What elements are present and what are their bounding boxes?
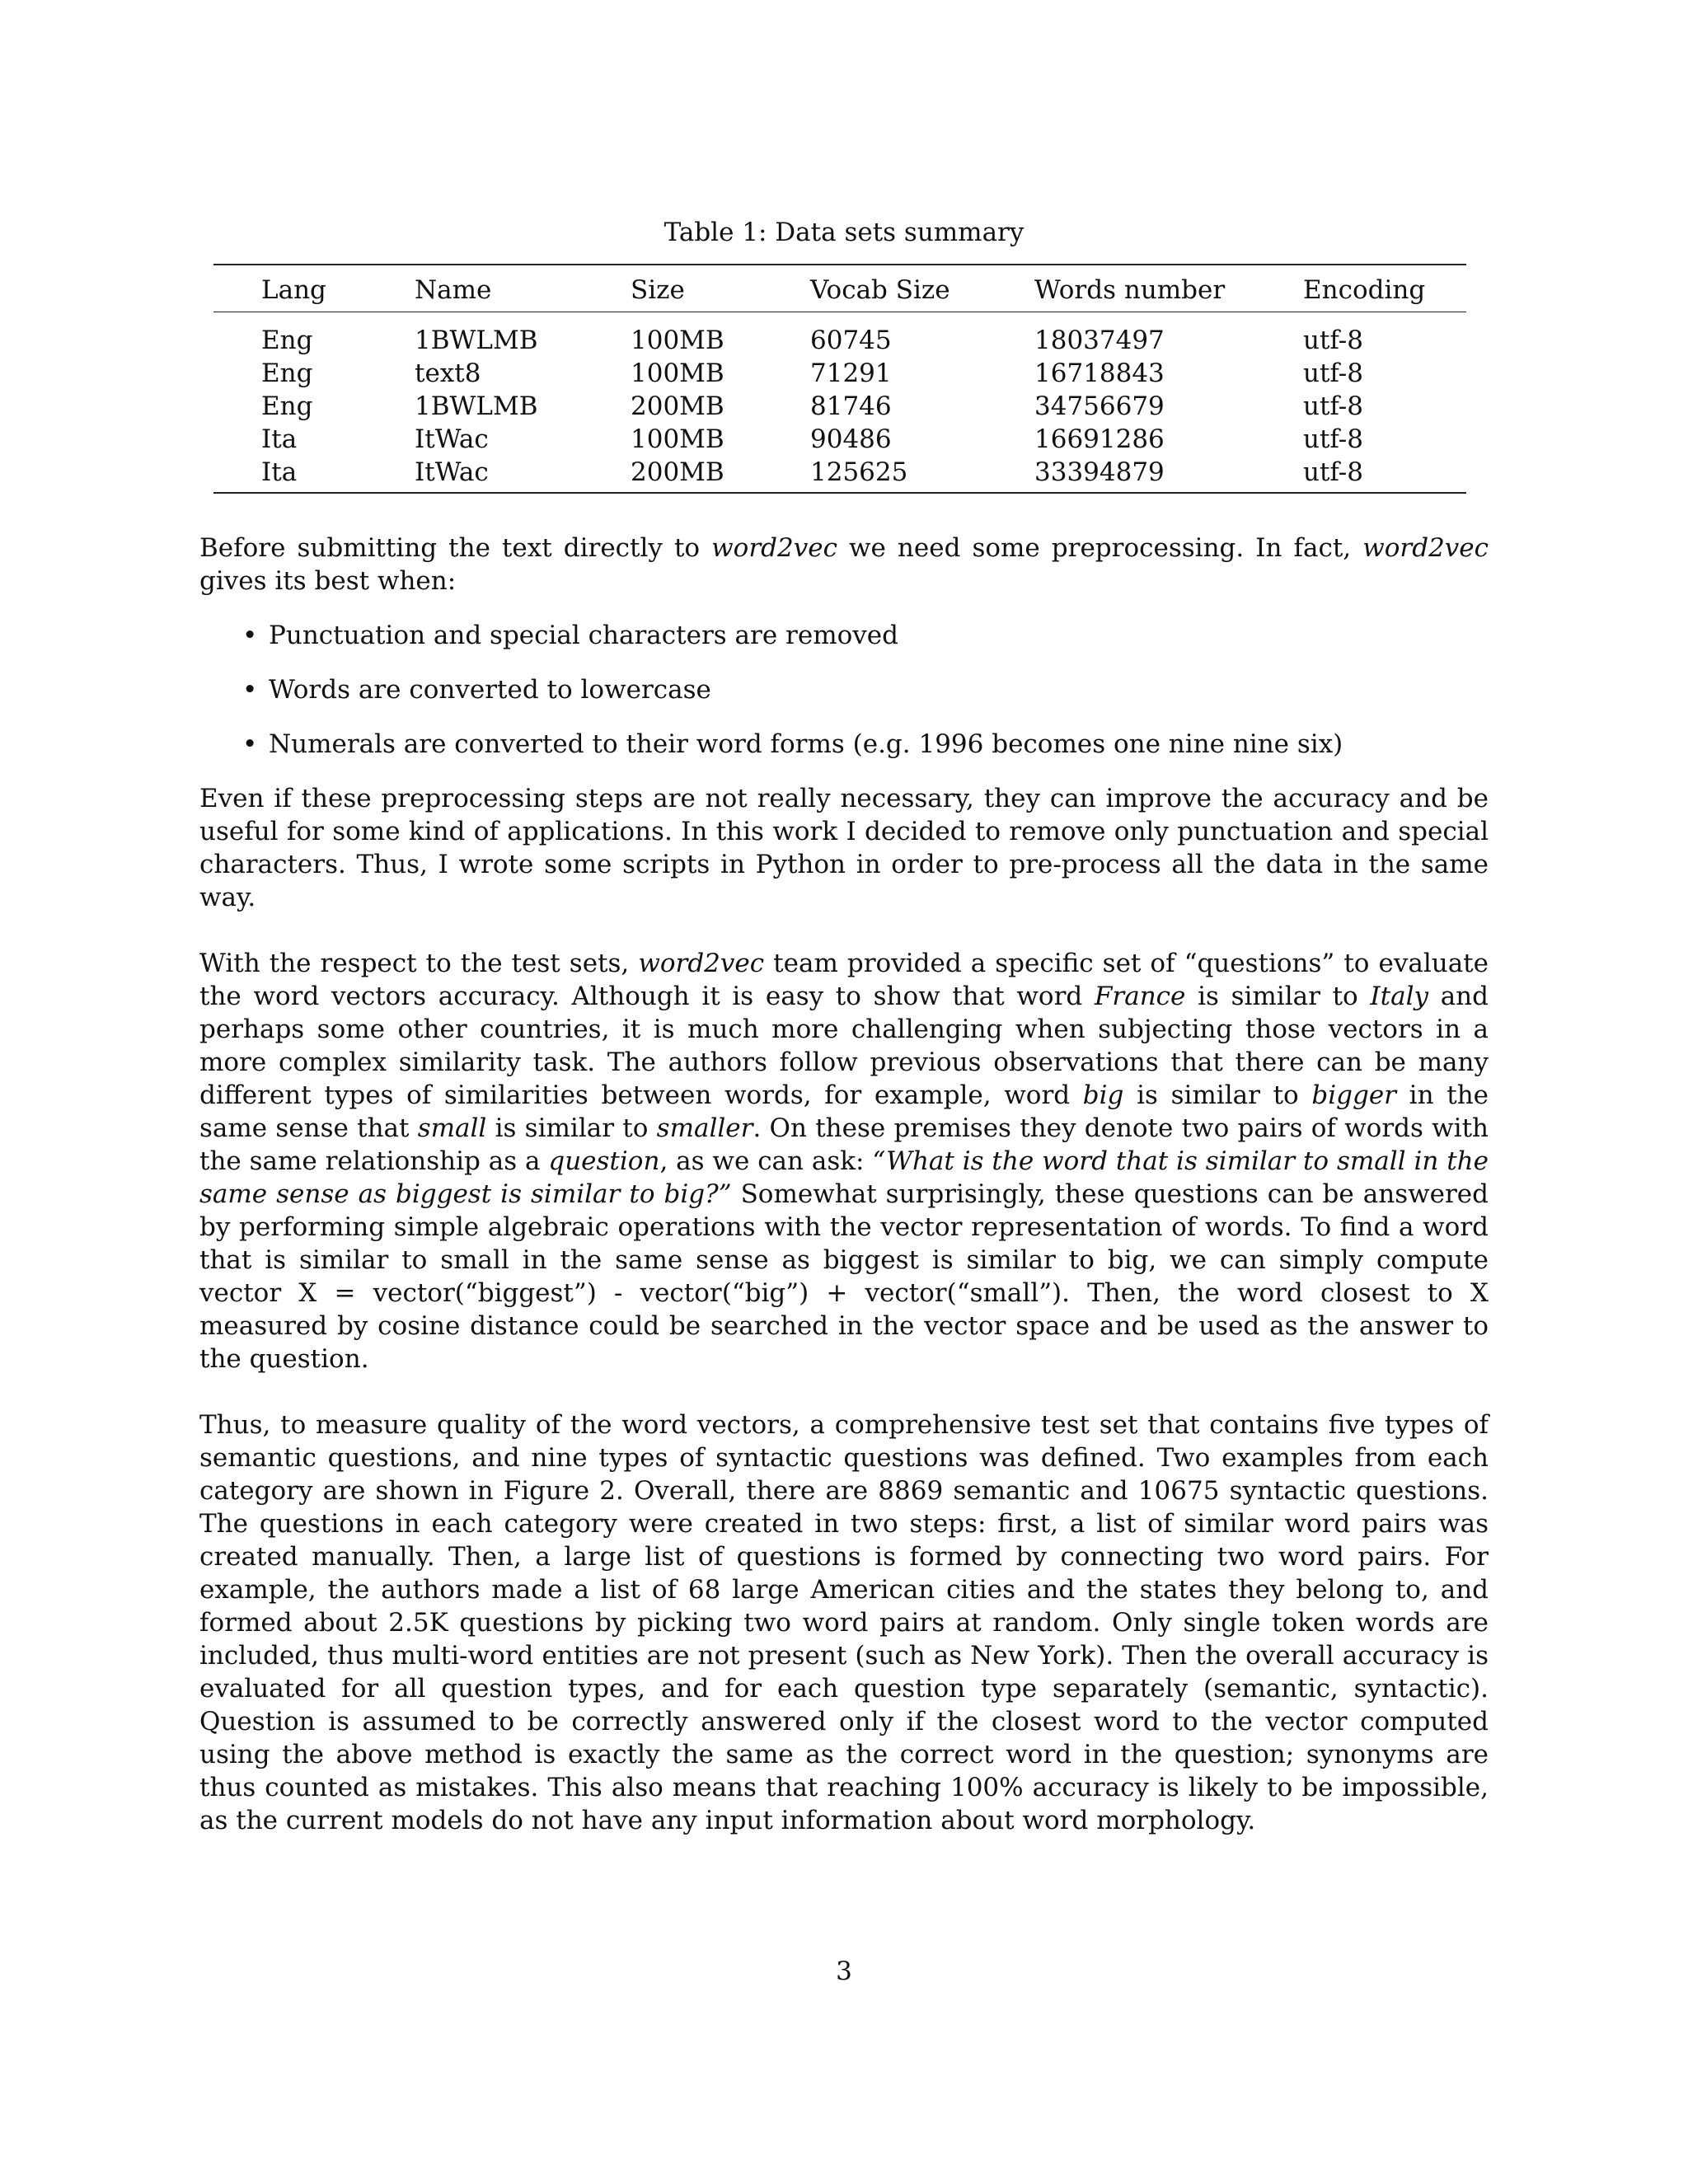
bullet-icon: • xyxy=(242,621,258,650)
cell-encoding: utf-8 xyxy=(1303,326,1363,355)
data-sets-table-wrap xyxy=(213,264,1466,494)
tests-emph-1: word2vec xyxy=(638,949,765,978)
cell-name: ItWac xyxy=(415,424,489,454)
table-row xyxy=(213,423,1466,456)
cell-name: 1BWLMB xyxy=(415,326,538,355)
intro-text-1: Before submitting the text directly to xyxy=(199,533,712,563)
cell-size: 100MB xyxy=(631,424,724,454)
list-item xyxy=(199,728,1489,761)
cell-lang: Ita xyxy=(261,457,298,487)
tests-text-5: is similar to xyxy=(1123,1080,1312,1110)
header-encoding: Encoding xyxy=(1303,275,1426,305)
page-content xyxy=(199,216,1489,1837)
tests-text-1: With the respect to the test sets, xyxy=(199,949,639,978)
tests-emph-6: small xyxy=(417,1113,487,1143)
cell-lang: Eng xyxy=(261,359,313,388)
tests-text-2: team provided a specific set of “questions” to evaluate the word vectors accuracy. Although it is easy to show that word xyxy=(199,949,1489,1011)
cell-size: 100MB xyxy=(631,326,724,355)
cell-name: 1BWLMB xyxy=(415,391,538,421)
table-caption: Table 1: Data sets summary xyxy=(663,218,1025,247)
cell-vocab-size: 71291 xyxy=(810,359,892,388)
intro-text-3: gives its best when: xyxy=(199,566,457,596)
intro-text-2: we need some preprocessing. In fact, xyxy=(837,533,1363,563)
cell-vocab-size: 60745 xyxy=(810,326,892,355)
cell-words-number: 18037497 xyxy=(1034,326,1165,355)
cell-encoding: utf-8 xyxy=(1303,359,1363,388)
header-name: Name xyxy=(415,275,492,305)
cell-words-number: 34756679 xyxy=(1034,391,1165,421)
page-number: 3 xyxy=(836,1957,852,1986)
cell-size: 100MB xyxy=(631,359,724,388)
tests-emph-7: smaller xyxy=(656,1113,753,1143)
tests-text-9: , as we can ask: xyxy=(659,1146,873,1176)
tests-emph-5: bigger xyxy=(1311,1080,1397,1110)
tests-emph-2: France xyxy=(1094,982,1186,1011)
test-sets-paragraph xyxy=(199,947,1489,1376)
cell-size: 200MB xyxy=(631,457,724,487)
tests-emph-8: question xyxy=(548,1146,660,1176)
data-sets-table xyxy=(213,264,1466,494)
header-size: Size xyxy=(631,275,685,305)
bullet-icon: • xyxy=(242,729,258,759)
intro-emph-word2vec-2: word2vec xyxy=(1362,533,1489,563)
tests-emph-3: Italy xyxy=(1370,982,1429,1011)
list-item xyxy=(199,673,1489,706)
list-item xyxy=(199,619,1489,652)
cell-name: ItWac xyxy=(415,457,489,487)
cell-words-number: 16718843 xyxy=(1034,359,1165,388)
tests-text-10: Somewhat surprisingly, these questions can be answered by performing simple algebraic operations with the vector representation of words. To find a word that is similar to small in the same sense as biggest is similar to big, we can simply compute vector X = vector(“biggest”) - vector(“big”) + vector(“small”). Then, the word closest to X measured by cosine distance could be searched in the vector space and be used as the answer to the question. xyxy=(199,1179,1489,1374)
tests-text-6: in the same sense that xyxy=(199,1080,1489,1143)
intro-paragraph xyxy=(199,532,1489,598)
cell-vocab-size: 81746 xyxy=(810,391,892,421)
tests-emph-4: big xyxy=(1082,1080,1124,1110)
cell-encoding: utf-8 xyxy=(1303,391,1363,421)
cell-name: text8 xyxy=(415,359,481,388)
tests-text-7: is similar to xyxy=(486,1113,657,1143)
preprocess-paragraph: Even if these preprocessing steps are not really necessary, they can improve the accuracy and be useful for some kind of applications. In this work I decided to remove only punctuation and special characters. Thus, I wrote some scripts in Python in order to pre-process all the data in the same way. xyxy=(199,784,1489,912)
table-header xyxy=(213,265,1466,312)
table-row xyxy=(213,312,1466,358)
table-header-row xyxy=(213,265,1466,312)
cell-vocab-size: 90486 xyxy=(810,424,892,454)
table-row xyxy=(213,357,1466,390)
list-item-text: Punctuation and special characters are removed xyxy=(269,621,898,650)
cell-encoding: utf-8 xyxy=(1303,457,1363,487)
tests-text-8: . On these premises they denote two pairs of words with the same relationship as a xyxy=(199,1113,1489,1176)
list-item-text: Numerals are converted to their word forms (e.g. 1996 becomes one nine nine six) xyxy=(269,729,1343,759)
intro-emph-word2vec-1: word2vec xyxy=(711,533,837,563)
cell-vocab-size: 125625 xyxy=(810,457,908,487)
table-row xyxy=(213,456,1466,493)
cell-lang: Ita xyxy=(261,424,298,454)
header-vocab-size: Vocab Size xyxy=(810,275,950,305)
cell-lang: Eng xyxy=(261,326,313,355)
tests-text-3: is similar to xyxy=(1185,982,1371,1011)
header-words-number: Words number xyxy=(1034,275,1226,305)
preprocessing-list xyxy=(199,619,1489,761)
bullet-icon: • xyxy=(242,675,258,705)
cell-encoding: utf-8 xyxy=(1303,424,1363,454)
table-body xyxy=(213,312,1466,494)
cell-words-number: 16691286 xyxy=(1034,424,1165,454)
cell-size: 200MB xyxy=(631,391,724,421)
table-row xyxy=(213,390,1466,423)
cell-words-number: 33394879 xyxy=(1034,457,1165,487)
list-item-text: Words are converted to lowercase xyxy=(269,675,711,705)
quality-paragraph: Thus, to measure quality of the word vectors, a comprehensive test set that contains five types of semantic questions, and nine types of syntactic questions was defined. Two examples from each category are shown in Figure 2. Overall, there are 8869 semantic and 10675 syntactic questions. The questions in each category were created in two steps: first, a list of similar word pairs was created manually. Then, a large list of questions is formed by connecting two word pairs. For example, the authors made a list of 68 large American cities and the states they belong to, and formed about 2.5K questions by picking two word pairs at random. Only single token words are included, thus multi-word entities are not present (such as New York). Then the overall accuracy is evaluated for all question types, and for each question type separately (semantic, syntactic). Question is assumed to be correctly answered only if the closest word to the vector computed using the above method is exactly the same as the correct word in the question; synonyms are thus counted as mistakes. This also means that reaching 100% accuracy is likely to be impossible, as the current models do not have any input information about word morphology. xyxy=(199,1410,1489,1835)
header-lang: Lang xyxy=(261,275,326,305)
tests-emph-9: “What is the word that is similar to small in the same sense as biggest is similar to big?” xyxy=(199,1146,1489,1209)
tests-text-4: and perhaps some other countries, it is much more challenging when subjecting those vectors in a more complex similarity task. The authors follow previous observations that there can be many different types of similarities between words, for example, word xyxy=(199,982,1489,1110)
cell-lang: Eng xyxy=(261,391,313,421)
